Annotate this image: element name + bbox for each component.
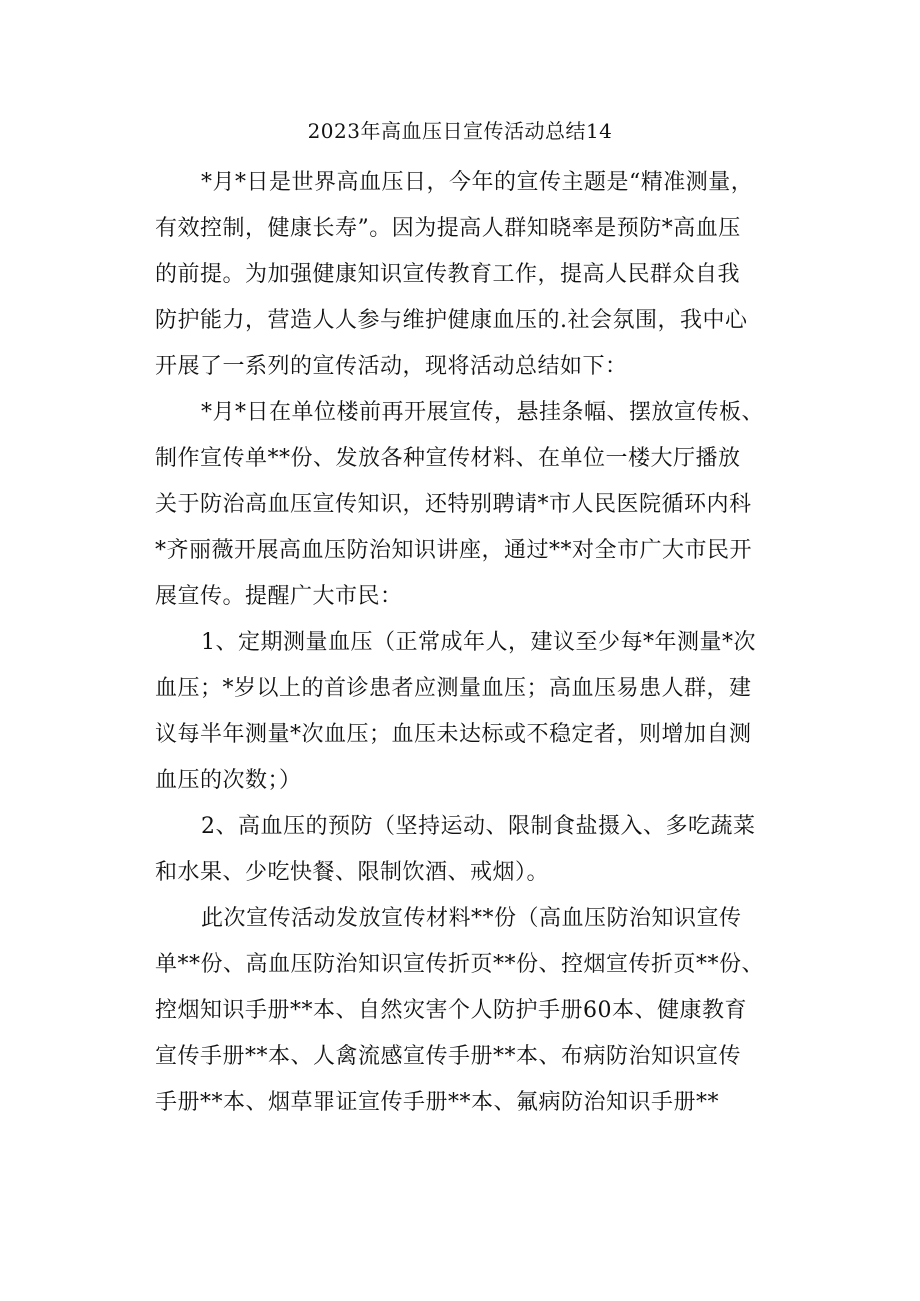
text-line: *齐丽薇开展高血压防治知识讲座，通过**对全市广大市民开 xyxy=(155,538,753,563)
text-line: 此次宣传活动发放宣传材料**份（高血压防治知识宣传 xyxy=(201,906,742,931)
text-line: 2、高血压的预防（坚持运动、限制食盐摄入、多吃蔬菜 xyxy=(201,814,756,839)
text-line: 1、定期测量血压（正常成年人，建议至少每*年测量*次 xyxy=(201,630,756,655)
text-line: 血压的次数；） xyxy=(155,768,302,793)
text-line: *月*日在单位楼前再开展宣传，悬挂条幅、摆放宣传板、 xyxy=(201,400,765,425)
text-line: 单**份、高血压防治知识宣传折页**份、控烟宣传折页**份、 xyxy=(155,952,765,977)
text-line: 有效控制，健康长寿”。因为提高人群知晓率是预防*高血压 xyxy=(155,216,741,241)
text-line: 的前提。为加强健康知识宣传教育工作，提高人民群众自我 xyxy=(155,262,741,287)
text-line: 展宣传。提醒广大市民： xyxy=(155,584,403,609)
text-line: 议每半年测量*次血压；血压未达标或不稳定者，则增加自测 xyxy=(155,722,752,747)
text-line: 开展了一系列的宣传活动，现将活动总结如下： xyxy=(155,354,628,379)
text-line: *月*日是世界高血压日，今年的宣传主题是“精准测量， xyxy=(201,170,754,195)
text-line: 手册**本、烟草罪证宣传手册**本、氟病防治知识手册** xyxy=(155,1090,720,1115)
text-line: 控烟知识手册**本、自然灾害个人防护手册60本、健康教育 xyxy=(155,998,747,1023)
text-line: 和水果、少吃快餐、限制饮酒、戒烟）。 xyxy=(155,860,550,885)
text-line: 关于防治高血压宣传知识，还特别聘请*市人民医院循环内科 xyxy=(155,492,752,517)
document-title: 2023年高血压日宣传活动总结14 xyxy=(307,119,613,143)
text-line: 防护能力，营造人人参与维护健康血压的.社会氛围，我中心 xyxy=(155,308,748,333)
document-body xyxy=(155,160,775,1126)
text-line: 血压；*岁以上的首诊患者应测量血压；高血压易患人群，建 xyxy=(155,676,752,701)
text-line: 宣传手册**本、人禽流感宣传手册**本、布病防治知识宣传 xyxy=(155,1044,742,1069)
text-line: 制作宣传单**份、发放各种宣传材料、在单位一楼大厅播放 xyxy=(155,446,741,471)
